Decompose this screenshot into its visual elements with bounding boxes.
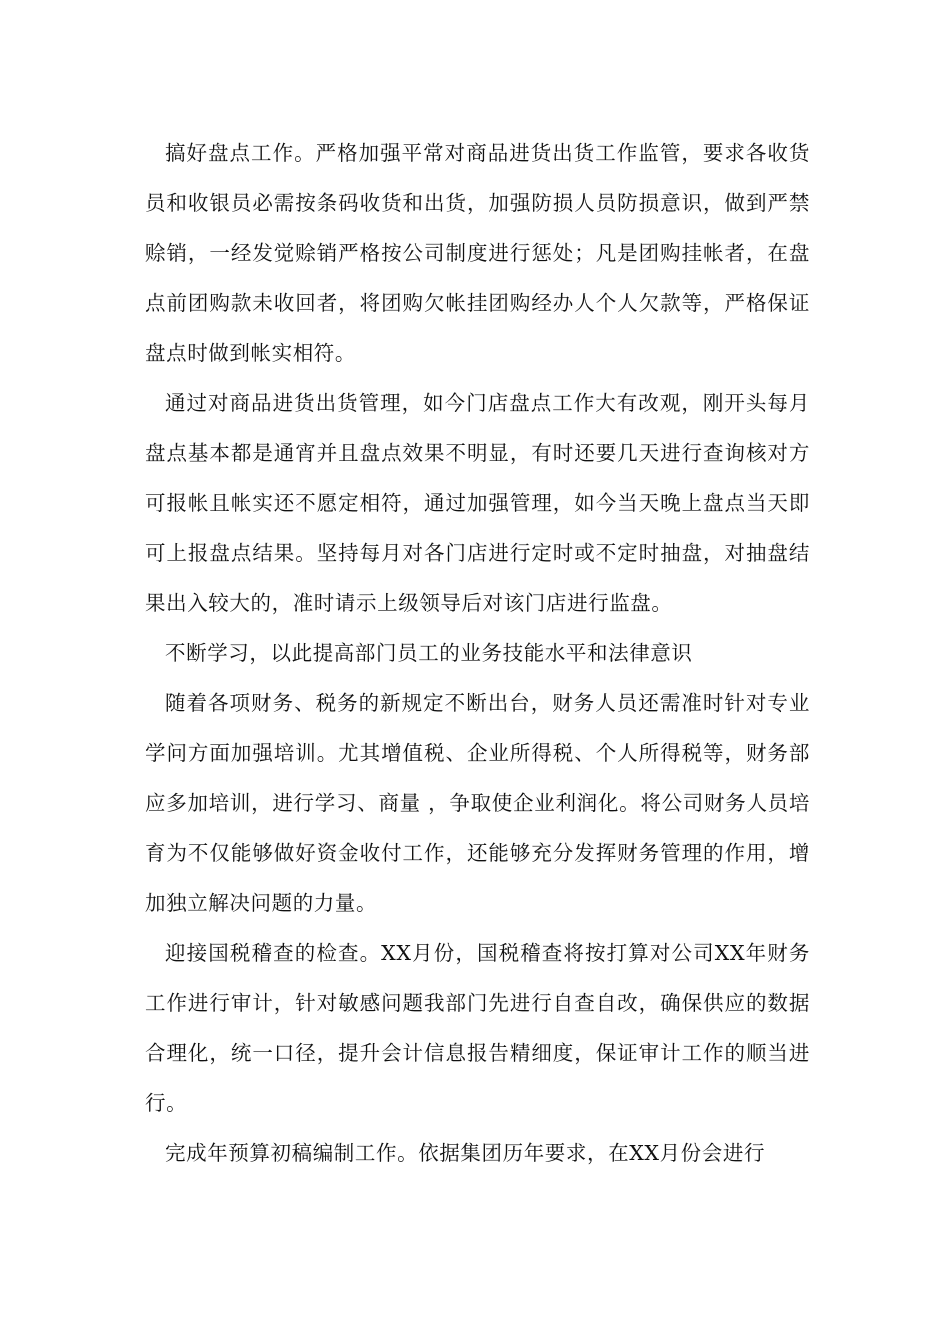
document-body [145,128,810,1178]
paragraph-budget-draft: 完成年预算初稿编制工作。依据集团历年要求，在XX月份会进行 [165,1141,766,1165]
paragraph-inventory-improvement: 通过对商品进货出货管理，如今门店盘点工作大有改观，刚开头每月盘点基本都是通宵并且盘点效果不明显，有时还要几天进行查询核对方可报帐且帐实还不愿定相符，通过加强管理，如今当天晚上盘点当天即可上报盘点结果。坚持每月对各门店进行定时或不定时抽盘，对抽盘结果出入较大的，准时请示上级领导后对该门店进行监盘。 [145,391,810,615]
paragraph-learning-heading: 不断学习，以此提高部门员工的业务技能水平和法律意识 [165,641,693,665]
paragraph-tax-audit: 迎接国税稽查的检查。XX月份，国税稽查将按打算对公司XX年财务工作进行审计，针对敏感问题我部门先进行自查自改，确保供应的数据合理化，统一口径，提升会计信息报告精细度，保证审计工作的顺当进行。 [145,941,810,1115]
paragraph-inventory-work: 搞好盘点工作。严格加强平常对商品进货出货工作监管，要求各收货员和收银员必需按条码收货和出货，加强防损人员防损意识，做到严禁赊销，一经发觉赊销严格按公司制度进行惩处；凡是团购挂帐者，在盘点前团购款未收回者，将团购欠帐挂团购经办人个人欠款等，严格保证盘点时做到帐实相符。 [145,141,810,365]
paragraph-tax-training: 随着各项财务、税务的新规定不断出台，财务人员还需准时针对专业学问方面加强培训。尤其增值税、企业所得税、个人所得税等，财务部应多加培训，进行学习、商量 ，争取使企业利润化。将公司财务人员培育为不仅能够做好资金收付工作，还能够充分发挥财务管理的作用，增加独立解决问题的力量。 [145,691,810,915]
